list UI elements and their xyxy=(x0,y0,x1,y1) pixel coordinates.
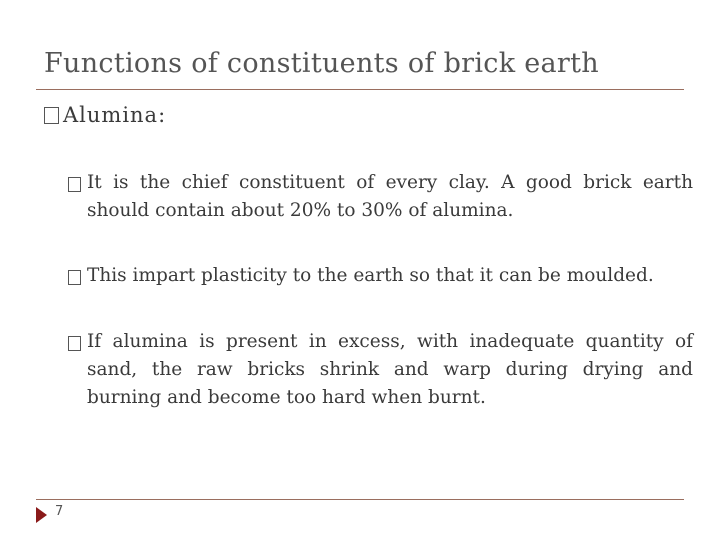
slide-title: Functions of constituents of brick earth xyxy=(44,48,599,79)
checkbox-bullet-icon xyxy=(68,336,81,351)
bullet-item xyxy=(68,169,693,225)
checkbox-bullet-icon xyxy=(68,177,81,192)
triangle-marker-icon xyxy=(36,507,47,523)
bullet-text: It is the chief constituent of every clay. A good brick earth should contain about 20% to 30% of alumina. xyxy=(87,172,693,221)
bullet-item xyxy=(68,328,693,412)
section-label: Alumina: xyxy=(63,103,167,127)
bullet-text: If alumina is present in excess, with inadequate quantity of sand, the raw bricks shrink and warp during drying and burning and become too hard when burnt. xyxy=(87,331,693,408)
bullet-text: This impart plasticity to the earth so that it can be moulded. xyxy=(87,265,654,286)
footer-divider xyxy=(36,499,684,500)
title-divider xyxy=(36,89,684,90)
checkbox-bullet-icon xyxy=(68,270,81,285)
bullet-item xyxy=(68,262,693,290)
section-heading xyxy=(44,103,166,127)
page-number: 7 xyxy=(55,504,64,519)
checkbox-bullet-icon xyxy=(44,107,59,124)
